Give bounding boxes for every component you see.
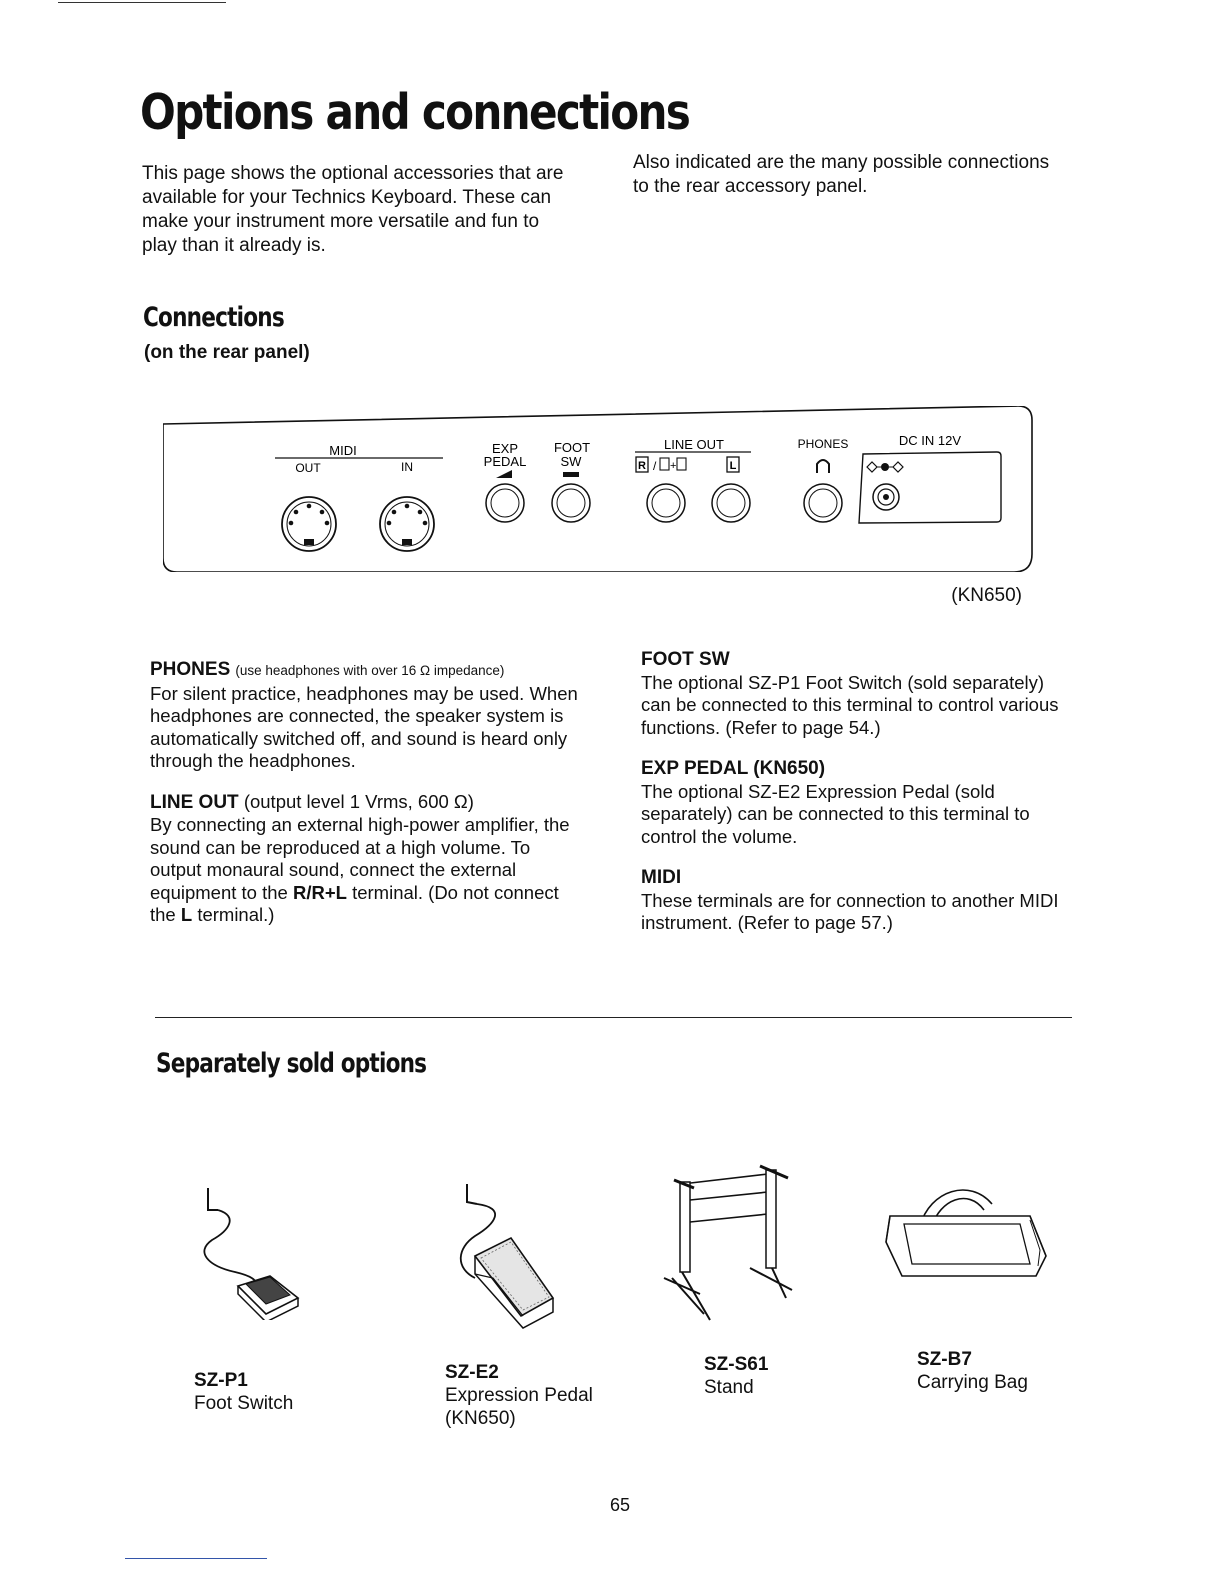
description-left-column (150, 658, 578, 938)
midi-out-label: OUT (295, 461, 321, 475)
line-out-body-2: terminal. (Do not connect the (150, 881, 559, 925)
option-item (917, 1349, 1117, 1394)
connections-subheading: (on the rear panel) (144, 342, 310, 363)
rear-panel-diagram (163, 406, 1033, 572)
foot-sw-jack (552, 484, 590, 522)
option-code: SZ-E2 (445, 1362, 499, 1383)
page-title: Options and connections (140, 84, 690, 141)
svg-text:L: L (729, 460, 737, 472)
dc-in-jack (873, 484, 899, 510)
section-divider (155, 1017, 1072, 1018)
line-out-title: LINE OUT (150, 791, 239, 813)
midi-out-port (282, 497, 336, 551)
option-item (704, 1354, 884, 1399)
line-out-label: LINE OUT (664, 437, 724, 452)
top-rule (58, 2, 226, 3)
bottom-rule (125, 1558, 267, 1559)
option-code: SZ-S61 (704, 1354, 769, 1375)
foot-label: FOOT (553, 440, 591, 455)
exp-label: EXP (491, 441, 519, 456)
dc-in-label: DC IN 12V (898, 433, 962, 448)
midi-body: These terminals are for connection to another MIDI instrument. (Refer to page 57.) (641, 889, 1059, 933)
line-out-body-3: terminal.) (197, 904, 275, 925)
pedal-label: PEDAL (483, 454, 527, 469)
phones-body: For silent practice, headphones may be used. When headphones are connected, the speaker system is automatically switched off, and sound is heard only through the headphones. (150, 682, 578, 771)
line-out-terminal-l: L (180, 904, 193, 925)
line-out-r-terminal-icon (636, 457, 686, 473)
model-label: (KN650) (951, 585, 1022, 606)
option-label: Stand (704, 1377, 754, 1398)
sw-label: SW (560, 454, 582, 469)
line-out-l-terminal-icon (727, 457, 739, 472)
polarity-icon (867, 462, 903, 472)
description-right-column (641, 648, 1073, 946)
foot-switch-icon (563, 472, 579, 477)
midi-title: MIDI (641, 867, 682, 888)
exp-pedal-body: The optional SZ-E2 Expression Pedal (sold separately) can be connected to this terminal to control the volume. (641, 780, 1030, 847)
headphones-icon (817, 460, 829, 473)
option-code: SZ-B7 (917, 1349, 972, 1370)
foot-sw-body: The optional SZ-P1 Foot Switch (sold separately) can be connected to this terminal to control various functions. (Refer to page 54.) (641, 671, 1059, 738)
exp-pedal-icon (496, 470, 512, 478)
exp-pedal-title: EXP PEDAL (KN650) (641, 758, 826, 779)
foot-sw-title: FOOT SW (641, 649, 730, 670)
foot-switch-illustration (190, 1180, 310, 1320)
svg-text:+: + (670, 460, 677, 472)
option-label: Carrying Bag (917, 1372, 1028, 1393)
page-number: 65 (609, 1495, 631, 1515)
options-heading: Separately sold options (156, 1048, 427, 1079)
expression-pedal-illustration (445, 1178, 565, 1338)
line-out-terminal-r: R/R+L (292, 881, 347, 903)
stand-illustration (660, 1160, 800, 1330)
phones-label: PHONES (797, 437, 849, 451)
line-out-note: (output level 1 Vrms, 600 Ω) (243, 790, 474, 812)
option-item (194, 1370, 394, 1415)
phones-note: (use headphones with over 16 Ω impedance) (235, 663, 505, 678)
line-out-body-1: By connecting an external high-power amplifier, the sound can be reproduced at a high volume. To output monaural sound, connect the external equipment to the (150, 814, 570, 903)
midi-label: MIDI (329, 443, 357, 458)
option-item (445, 1362, 595, 1430)
option-label: Foot Switch (194, 1393, 294, 1414)
phones-jack (804, 484, 842, 522)
carrying-bag-illustration (880, 1180, 1050, 1290)
intro-right: Also indicated are the many possible connections to the rear accessory panel. (633, 152, 1050, 197)
phones-title: PHONES (150, 659, 231, 680)
midi-in-port (380, 497, 434, 551)
option-code: SZ-P1 (194, 1370, 248, 1391)
line-out-l-jack (712, 484, 750, 522)
svg-text:R: R (638, 460, 646, 472)
connections-heading: Connections (143, 302, 284, 333)
option-label: Expression Pedal (KN650) (445, 1385, 593, 1429)
svg-text:/: / (653, 459, 657, 473)
midi-in-label: IN (401, 460, 413, 474)
exp-pedal-jack (486, 484, 524, 522)
intro-left: This page shows the optional accessories that are available for your Technics Keyboard. These can make your instrument more versatile and fun to play than it already is. (142, 163, 564, 256)
line-out-r-jack (647, 484, 685, 522)
